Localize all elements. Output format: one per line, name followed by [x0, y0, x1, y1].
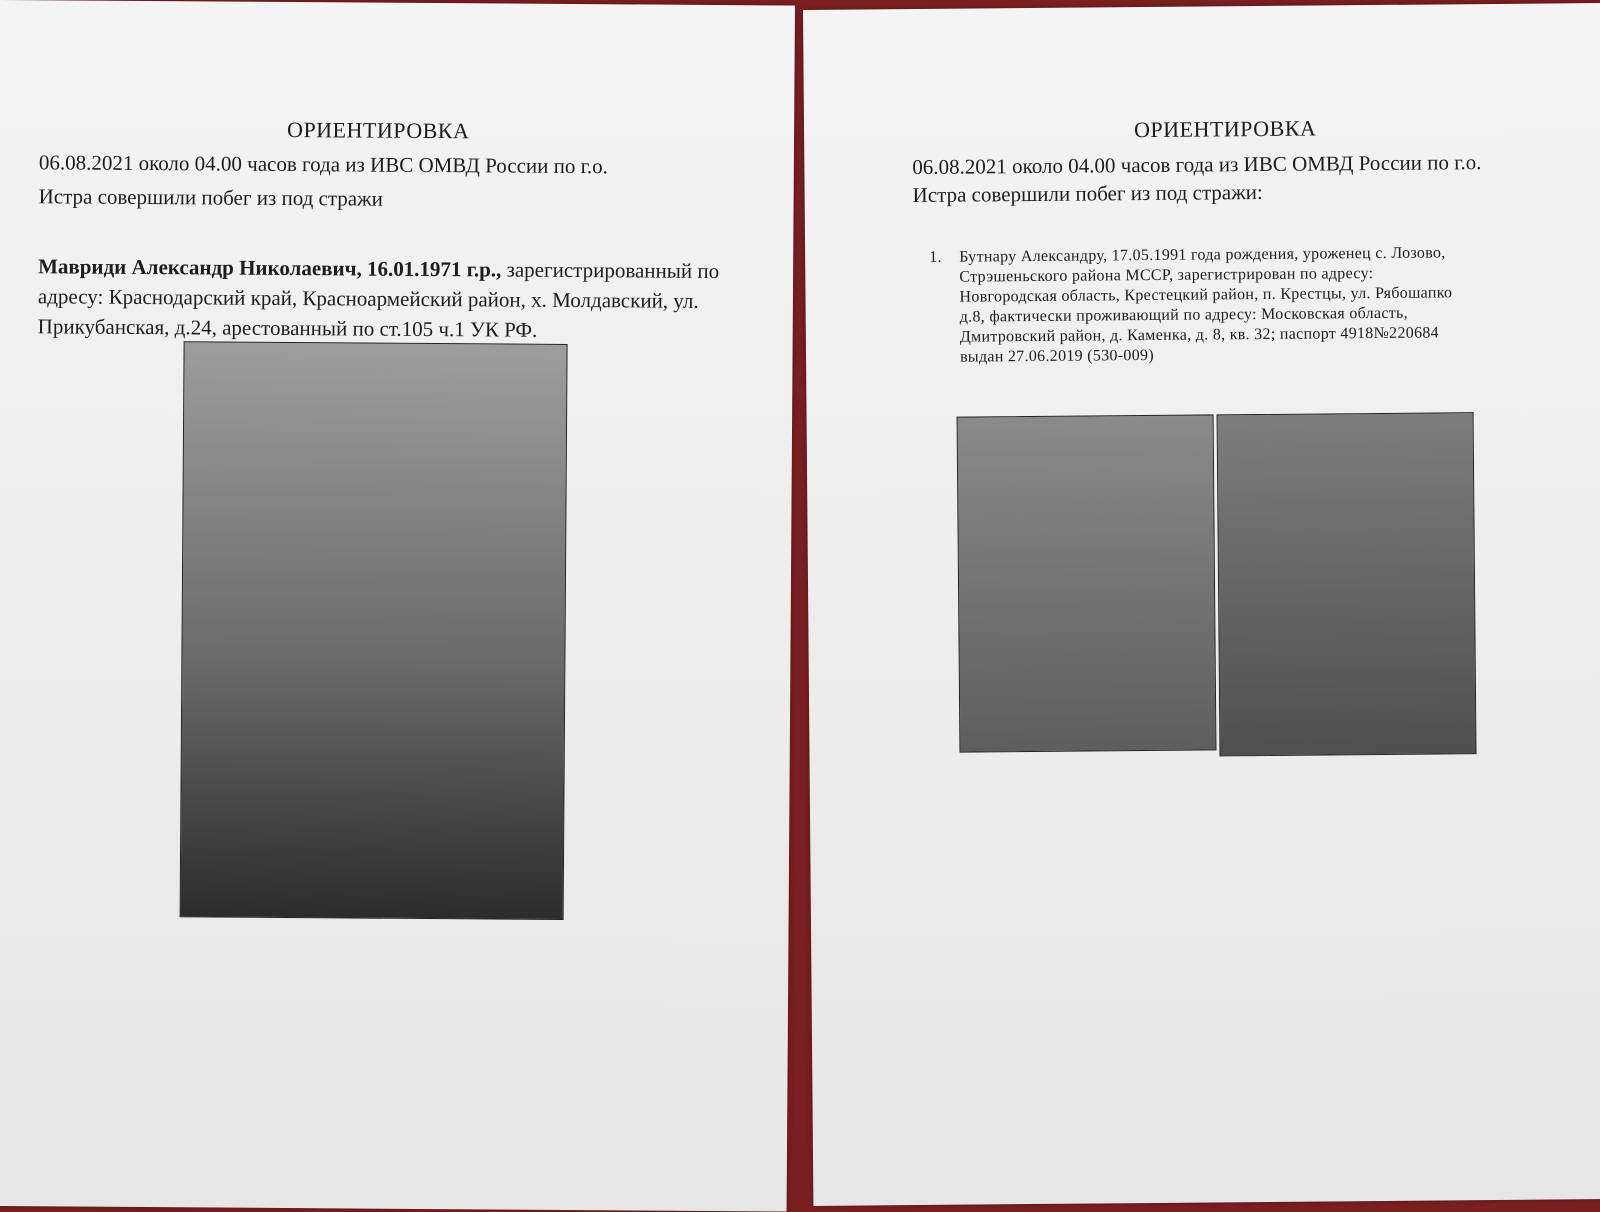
right-intro-line-2: Истра совершили побег из под стражи:	[912, 179, 1263, 208]
left-person-name: Мавриди Александр Николаевич, 16.01.1971 г.р.,	[38, 254, 502, 282]
left-portrait-photo	[180, 341, 568, 920]
right-person-line-5: Дмитровский район, д. Каменка, д. 8, кв. 32; паспорт 4918№220684	[959, 324, 1440, 346]
left-notice-title: ОРИЕНТИРОВКА	[287, 117, 470, 144]
left-person-line-3: Прикубанская, д.24, арестованный по ст.105 ч.1 УК РФ.	[37, 314, 538, 342]
right-intro-line-1: 06.08.2021 около 04.00 часов года из ИВС ОМВД России по г.о.	[912, 150, 1482, 180]
right-person-line-6: выдан 27.06.2019 (530-009)	[959, 346, 1155, 366]
right-portrait-photo	[957, 414, 1217, 752]
right-notice-title: ОРИЕНТИРОВКА	[1133, 115, 1317, 143]
left-notice-sheet	[0, 0, 795, 1212]
left-person-line-2: адресу: Краснодарский край, Красноармейский район, х. Молдавский, ул.	[37, 284, 699, 313]
right-item-number: 1.	[929, 248, 942, 266]
right-person-line-4: д.8, фактически проживающий по адресу: Московская область,	[959, 304, 1408, 326]
left-person-line-1	[38, 254, 719, 284]
right-person-line-2: Стрэшеньского района МССР, зарегистрирован по адресу:	[959, 265, 1374, 286]
left-intro-line-1: 06.08.2021 около 04.00 часов года из ИВС ОМВД России по г.о.	[38, 150, 609, 179]
left-person-line-1-rest: зарегистрированный по	[501, 257, 720, 284]
right-notice-sheet	[803, 3, 1600, 1206]
right-person-line-3: Новгородская область, Крестецкий район, п. Крестцы, ул. Рябошапко	[959, 284, 1453, 306]
right-person-line-1: Бутнару Александру, 17.05.1991 года рождения, уроженец с. Лозово,	[959, 244, 1446, 266]
left-intro-line-2: Истра совершили побег из под стражи	[38, 184, 384, 211]
right-full-body-photo	[1217, 412, 1477, 756]
